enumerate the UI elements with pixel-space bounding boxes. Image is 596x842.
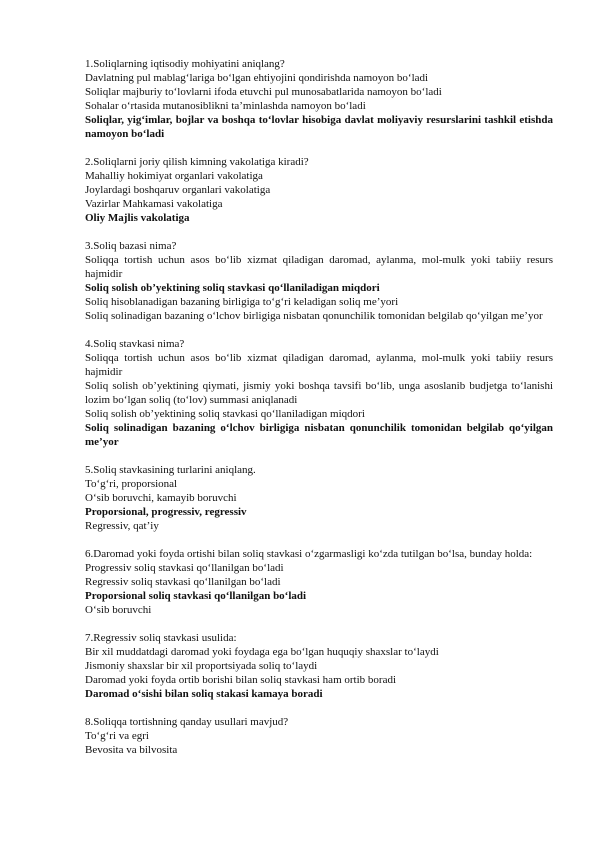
answer-option: Jismoniy shaxslar bir xil proportsiyada soliq to‘laydi — [85, 660, 318, 672]
answer-option: O‘sib boruvchi — [85, 604, 152, 616]
answer-option-correct: Oliy Majlis vakolatiga — [85, 212, 190, 224]
answer-option: Bevosita va bilvosita — [85, 744, 178, 756]
question-text: 2.Soliqlarni joriy qilish kimning vakolatiga kiradi? — [85, 156, 309, 168]
answer-option: Davlatning pul mablag‘lariga bo‘lgan ehtiyojini qondirishda namoyon bo‘ladi — [85, 72, 429, 84]
answer-option: O‘sib boruvchi, kamayib boruvchi — [85, 492, 237, 504]
answer-option: Soliq solish ob’yektining qiymati, jismiy yoki boshqa tavsifi bo‘lib, unga asoslanib budjetga to‘lanishi lozim bo‘lgan soliq (to‘lov) summasi aniqlanadi — [85, 380, 553, 406]
question-block — [85, 57, 553, 141]
question-block — [85, 463, 553, 533]
answer-option: Regressiv soliq stavkasi qo‘llanilgan bo‘ladi — [85, 576, 281, 588]
answer-option: Regressiv, qat’iy — [85, 520, 159, 532]
question-text: 7.Regressiv soliq stavkasi usulida: — [85, 632, 237, 644]
question-block — [85, 337, 553, 449]
question-block — [85, 547, 553, 617]
answer-option-correct: Proporsional soliq stavkasi qo‘llanilgan bo‘ladi — [85, 590, 307, 602]
question-text: 8.Soliqqa tortishning qanday usullari mavjud? — [85, 716, 289, 728]
answer-option-correct: Soliq solinadigan bazaning o‘lchov birligiga nisbatan qonunchilik tomonidan belgilab qo‘yilgan me’yor — [85, 422, 553, 448]
answer-option: Soliq solish ob’yektining soliq stavkasi qo‘llaniladigan miqdori — [85, 408, 365, 420]
answer-option: Soliq solinadigan bazaning o‘lchov birligiga nisbatan qonunchilik tomonidan belgilab qo‘yilgan me’yor — [85, 310, 543, 322]
answer-option-correct: Soliqlar, yig‘imlar, bojlar va boshqa to‘lovlar hisobiga davlat moliyaviy resurslarini tashkil etishda namoyon bo‘ladi — [85, 114, 553, 140]
answer-option: Vazirlar Mahkamasi vakolatiga — [85, 198, 223, 210]
question-text: 1.Soliqlarning iqtisodiy mohiyatini aniqlang? — [85, 58, 285, 70]
answer-option: Mahalliy hokimiyat organlari vakolatiga — [85, 170, 263, 182]
answer-option: Soliqqa tortish uchun asos bo‘lib xizmat qiladigan daromad, aylanma, mol-mulk yoki tabiiy resurs hajmidir — [85, 254, 553, 280]
answer-option: To‘g‘ri, proporsional — [85, 478, 178, 490]
answer-option: Daromad yoki foyda ortib borishi bilan soliq stavkasi ham ortib boradi — [85, 674, 397, 686]
answer-option: Joylardagi boshqaruv organlari vakolatiga — [85, 184, 271, 196]
question-block — [85, 715, 553, 757]
answer-option: Bir xil muddatdagi daromad yoki foydaga ega bo‘lgan huquqiy shaxslar to‘laydi — [85, 646, 439, 658]
answer-option: To‘g‘ri va egri — [85, 730, 149, 742]
answer-option-correct: Daromad o‘sishi bilan soliq stakasi kamaya boradi — [85, 688, 323, 700]
question-text: 5.Soliq stavkasining turlarini aniqlang. — [85, 464, 256, 476]
answer-option: Soliqqa tortish uchun asos bo‘lib xizmat qiladigan daromad, aylanma, mol-mulk yoki tabiiy resurs hajmidir — [85, 352, 553, 378]
document-body — [85, 57, 553, 771]
question-text: 4.Soliq stavkasi nima? — [85, 338, 185, 350]
answer-option: Soliqlar majburiy to‘lovlarni ifoda etuvchi pul munosabatlarida namoyon bo‘ladi — [85, 86, 442, 98]
answer-option-correct: Proporsional, progressiv, regressiv — [85, 506, 247, 518]
question-block — [85, 155, 553, 225]
question-block — [85, 239, 553, 323]
question-text: 3.Soliq bazasi nima? — [85, 240, 177, 252]
question-block — [85, 631, 553, 701]
answer-option: Progressiv soliq stavkasi qo‘llanilgan bo‘ladi — [85, 562, 284, 574]
answer-option-correct: Soliq solish ob’yektining soliq stavkasi qo‘llaniladigan miqdori — [85, 282, 380, 294]
answer-option: Sohalar o‘rtasida mutanosiblikni ta’minlashda namoyon bo‘ladi — [85, 100, 366, 112]
answer-option: Soliq hisoblanadigan bazaning birligiga to‘g‘ri keladigan soliq me’yori — [85, 296, 399, 308]
question-text: 6.Daromad yoki foyda ortishi bilan soliq stavkasi o‘zgarmasligi ko‘zda tutilgan bo‘lsa, bunday holda: — [85, 548, 533, 560]
